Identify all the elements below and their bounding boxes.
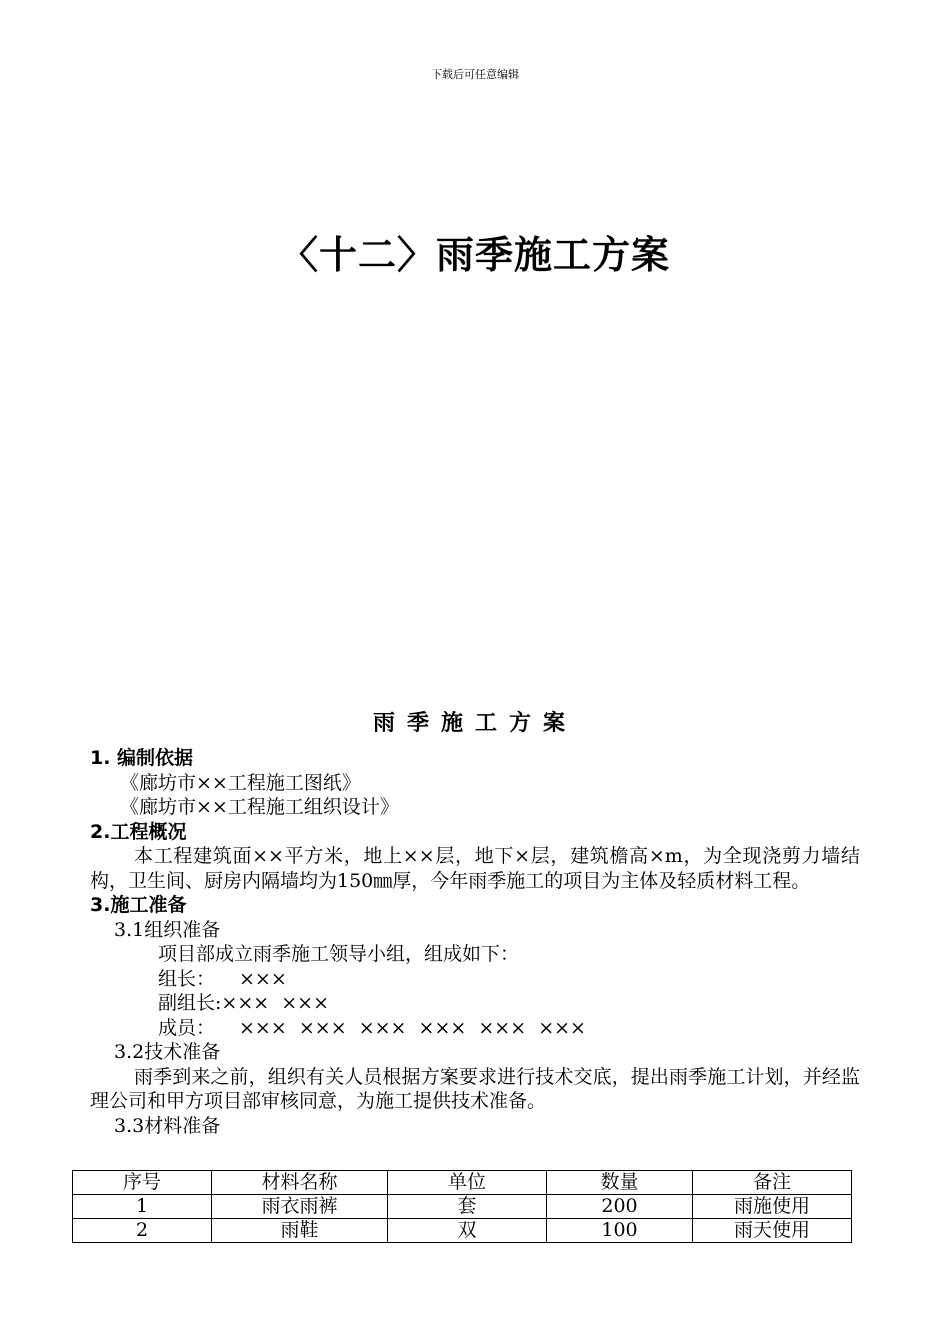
section-3-3-heading: 3.3材料准备 — [114, 1114, 221, 1137]
table-cell: 双 — [388, 1219, 547, 1243]
header-note: 下载后可任意编辑 — [431, 68, 519, 81]
vice-leader-label: 副组长: — [158, 992, 222, 1014]
reference-item: 《廊坊市××工程施工组织设计》 — [120, 796, 399, 818]
table-header-cell: 序号 — [73, 1171, 212, 1195]
overview-paragraph: 本工程建筑面××平方米，地上××层，地下×层，建筑檐高×m，为全现浇剪力墙结构，卫生间、厨房内隔墙均为150㎜厚，今年雨季施工的项目为主体及轻质材料工程。 — [90, 845, 860, 892]
document-body — [90, 746, 860, 1138]
vice-leader-line — [90, 991, 860, 1016]
section-3-2-heading: 3.2技术准备 — [114, 1041, 221, 1063]
table-cell: 200 — [547, 1195, 693, 1219]
table-header-cell: 备注 — [693, 1171, 852, 1195]
materials-table — [72, 1170, 852, 1243]
main-title: 〈十二〉雨季施工方案 — [279, 233, 670, 277]
table-cell: 雨天使用 — [693, 1219, 852, 1243]
table-cell: 1 — [73, 1195, 212, 1219]
sub-title: 雨季施工方案 — [372, 711, 577, 736]
table-cell: 100 — [547, 1219, 693, 1243]
technical-paragraph: 雨季到来之前，组织有关人员根据方案要求进行技术交底，提出雨季施工计划，并经监理公司和甲方项目部审核同意，为施工提供技术准备。 — [90, 1065, 860, 1112]
table-cell: 雨施使用 — [693, 1195, 852, 1219]
table-header-cell: 材料名称 — [212, 1171, 388, 1195]
reference-item: 《廊坊市××工程施工图纸》 — [120, 771, 361, 794]
table-header-cell: 单位 — [388, 1171, 547, 1195]
table-cell: 雨衣雨裤 — [212, 1195, 388, 1219]
table-cell: 雨鞋 — [212, 1219, 388, 1243]
leader-line — [90, 967, 860, 992]
leader-names: ××× — [239, 967, 287, 990]
members-line — [90, 1016, 860, 1041]
section-3-heading: 3.施工准备 — [90, 894, 187, 916]
table-row — [73, 1219, 852, 1243]
table-cell: 2 — [73, 1219, 212, 1243]
vice-leader-names: ××× ××× — [221, 992, 330, 1014]
leader-label: 组长： — [158, 967, 216, 990]
table-row — [73, 1195, 852, 1219]
table-cell: 套 — [388, 1195, 547, 1219]
section-2-heading: 2.工程概况 — [90, 820, 187, 843]
organization-intro: 项目部成立雨季施工领导小组，组成如下： — [158, 943, 520, 965]
table-header-cell: 数量 — [547, 1171, 693, 1195]
members-names: ××× ××× ××× ××× ××× ××× — [239, 1016, 586, 1039]
section-1-heading: 1. 编制依据 — [90, 747, 194, 769]
table-header-row — [73, 1171, 852, 1195]
section-3-1-heading: 3.1组织准备 — [114, 918, 221, 941]
members-label: 成员： — [158, 1016, 216, 1039]
